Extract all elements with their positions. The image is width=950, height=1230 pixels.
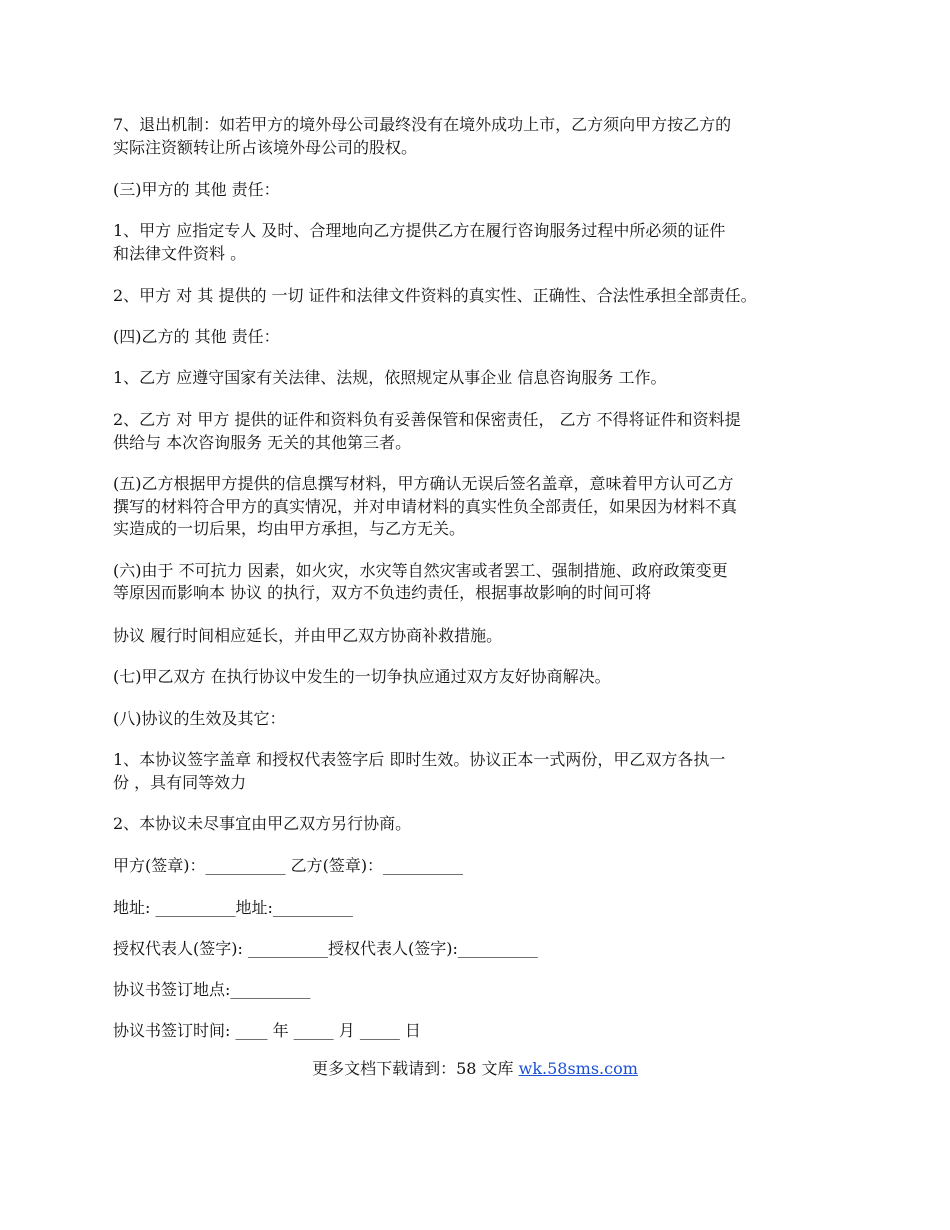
section-five-line3: 实造成的一切后果，均由甲方承担，与乙方无关。 [113,519,466,538]
paragraph-party-b-duty2-line2: 供给与 本次咨询服务 无关的其他第三者。 [113,433,412,452]
paragraph-party-b-duty2-line1: 2、乙方 对 甲方 提供的证件和资料负有妥善保管和保密责任， 乙方 不得将证件和资料提 [113,410,741,429]
paragraph-party-a-duty1-line2: 和法律文件资料 。 [113,244,247,263]
section-five-line1: (五)乙方根据甲方提供的信息撰写材料，甲方确认无误后签名盖章，意味着甲方认可乙方 [113,474,734,493]
section-seven: (七)甲乙双方 在执行协议中发生的一切争执应通过双方友好协商解决。 [113,667,611,686]
section-heading-party-b-responsibilities: (四)乙方的 其他 责任： [113,327,280,346]
footer-prefix-text: 更多文档下载请到：58 文库 [312,1059,519,1078]
section-heading-party-a-responsibilities: (三)甲方的 其他 责任： [113,180,280,199]
paragraph-party-b-duty1: 1、乙方 应遵守国家有关法律、法规，依照规定从事企业 信息咨询服务 工作。 [113,368,667,387]
section-six-line2: 等原因而影响本 协议 的执行，双方不负违约责任，根据事故影响的时间可将 [113,583,652,602]
signature-parties-line: 甲方(签章)：__________ 乙方(签章)：__________ [113,856,464,875]
section-heading-effectiveness: (八)协议的生效及其它： [113,709,286,728]
paragraph-effectiveness1-line2: 份 ，具有同等效力 [113,773,247,792]
signature-representative-line: 授权代表人(签字): __________授权代表人(签字):__________ [113,939,538,958]
paragraph-effectiveness2: 2、本协议未尽事宜由甲乙双方另行协商。 [113,814,412,833]
signing-date-line: 协议书签订时间: ____ 年 _____ 月 _____ 日 [113,1021,421,1040]
paragraph-party-a-duty2: 2、甲方 对 其 提供的 一切 证件和法律文件资料的真实性、正确性、合法性承担全部责任。 [113,286,757,305]
section-five-line2: 撰写的材料符合甲方的真实情况，并对申请材料的真实性负全部责任，如果因为材料不真 [113,497,738,516]
paragraph-party-a-duty1-line1: 1、甲方 应指定专人 及时、合理地向乙方提供乙方在履行咨询服务过程中所必须的证件 [113,221,726,240]
section-six-line3: 协议 履行时间相应延长，并由甲乙双方协商补救措施。 [113,626,503,645]
paragraph-exit-mechanism-line2: 实际注资额转让所占该境外母公司的股权。 [113,138,418,157]
footer-website-link[interactable]: wk.58sms.com [518,1059,638,1078]
footer-download-note [0,1058,950,1080]
signature-address-line: 地址: __________地址:__________ [113,898,353,917]
paragraph-effectiveness1-line1: 1、本协议签字盖章 和授权代表签字后 即时生效。协议正本一式两份，甲乙双方各执一 [113,750,726,769]
section-six-line1: (六)由于 不可抗力 因素，如火灾，水灾等自然灾害或者罢工、强制措施、政府政策变更 [113,561,728,580]
signing-place-line: 协议书签订地点:__________ [113,980,311,999]
paragraph-exit-mechanism-line1: 7、退出机制：如若甲方的境外母公司最终没有在境外成功上市，乙方须向甲方按乙方的 [113,115,732,134]
